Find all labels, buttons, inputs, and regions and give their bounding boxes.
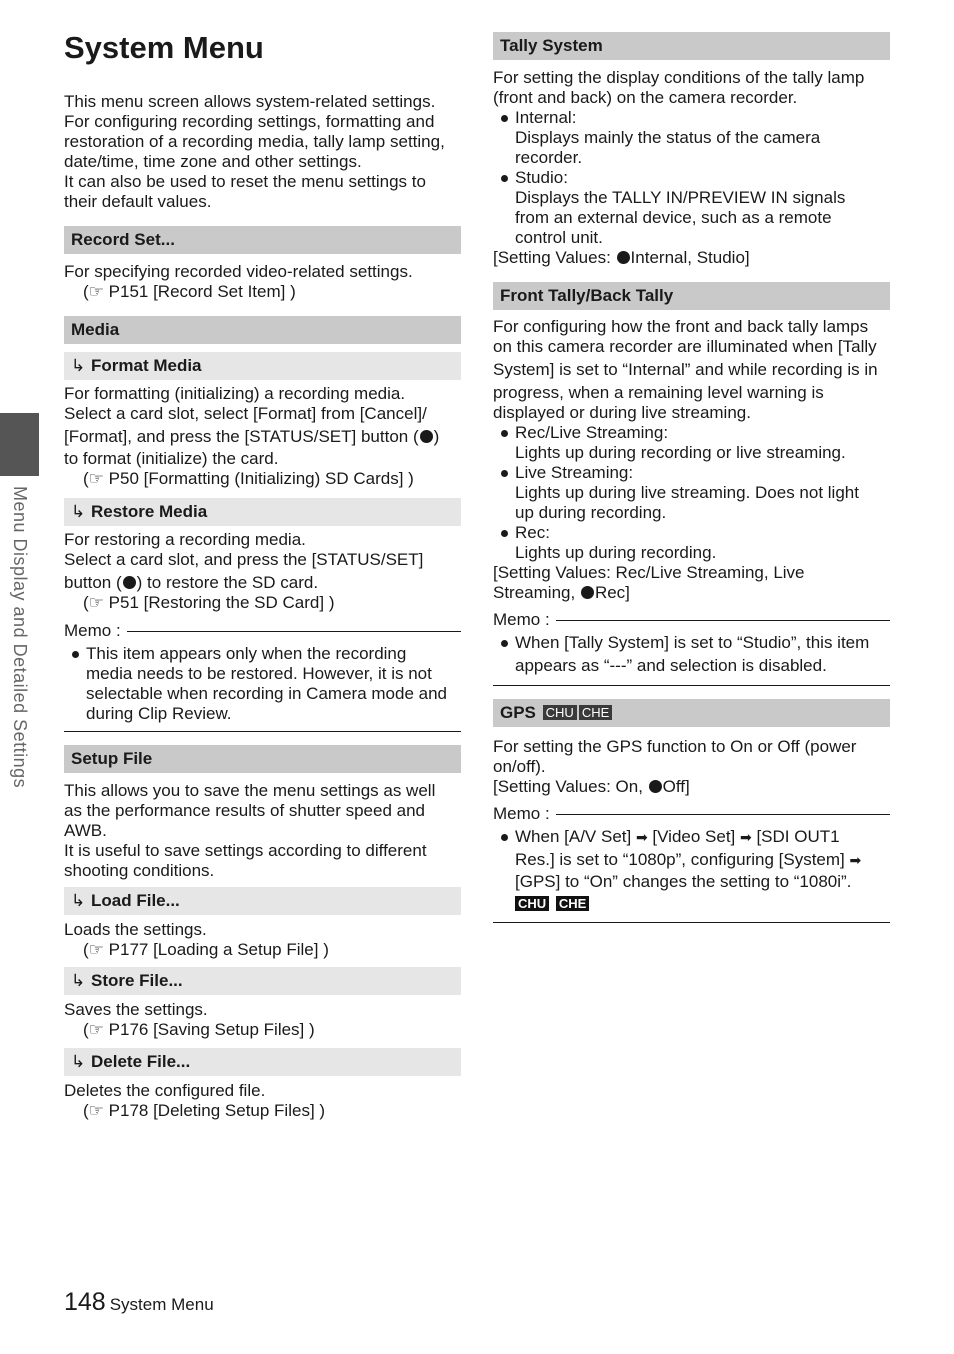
- front-tally-body: For configuring how the front and back tally lamps on this camera recorder are illuminated when [Tally System] is set to “Internal” and while recording is in progress, when a remaining level warning is displayed or during live streaming. Rec/Live Streaming: Lights up during recording or live streaming. Live Streaming: Lights up during live streaming. Does not light up during recording. Rec: Lights up during recording. [Setting Values: Rec/Live Streaming, Live Streaming, Rec]: [493, 317, 890, 603]
- arrow-right-icon: ➡: [740, 829, 752, 845]
- bullet-studio: Studio: Displays the TALLY IN/PREVIEW IN signals from an external device, such as a remote control unit.: [493, 168, 890, 248]
- format-media-ref[interactable]: (☞ P50 [Formatting (Initializing) SD Cards] ): [83, 469, 414, 488]
- memo-header: Memo :: [493, 610, 890, 630]
- memo-divider: [493, 922, 890, 923]
- load-file-ref[interactable]: (☞ P177 [Loading a Setup File] ): [83, 940, 329, 959]
- side-tab-marker: [0, 413, 39, 476]
- sub-arrow-icon: ↳: [71, 1052, 86, 1071]
- section-heading-gps: GPS CHU CHE: [493, 699, 890, 727]
- memo-item: When [Tally System] is set to “Studio”, this item appears as “---” and selection is disabled.: [493, 633, 890, 676]
- store-file-body: Saves the settings. (☞ P176 [Saving Setup Files] ): [64, 1000, 461, 1040]
- sub-arrow-icon: ↳: [71, 502, 86, 521]
- section-heading-tally-system: Tally System: [493, 32, 890, 60]
- load-file-body: Loads the settings. (☞ P177 [Loading a Setup File] ): [64, 920, 461, 960]
- intro-paragraph: This menu screen allows system-related settings. For configuring recording settings, formatting and restoration of a recording media, tally lamp setting, date/time, time zone and other settings. It can also be used to reset the menu settings to their default values.: [64, 92, 445, 211]
- reference-icon: ☞: [88, 1020, 104, 1039]
- memo-header: Memo :: [64, 621, 461, 641]
- memo-header: Memo :: [493, 804, 890, 824]
- default-value-dot-icon: [581, 586, 594, 599]
- subheading-delete-file: ↳ Delete File...: [64, 1048, 461, 1076]
- gps-values: [Setting Values: On, Off]: [493, 777, 690, 796]
- set-button-dot-icon: [420, 430, 433, 443]
- page-number: 148: [64, 1288, 106, 1316]
- section-heading-front-back-tally: Front Tally/Back Tally: [493, 282, 890, 310]
- setup-file-body: This allows you to save the menu settings as well as the performance results of shutter speed and AWB. It is useful to save settings according to different shooting conditions.: [64, 781, 436, 880]
- bullet-rec: Rec: Lights up during recording.: [493, 523, 890, 563]
- page-footer: [64, 1288, 214, 1316]
- subheading-restore-media: ↳ Restore Media: [64, 498, 461, 526]
- gps-body: For setting the GPS function to On or Off (power on/off). [Setting Values: On, Off]: [493, 737, 890, 797]
- section-heading-record-set: Record Set...: [64, 226, 461, 254]
- record-set-ref[interactable]: (☞ P151 [Record Set Item] ): [83, 282, 296, 301]
- section-heading-setup-file: Setup File: [64, 745, 461, 773]
- reference-icon: ☞: [88, 282, 104, 301]
- sub-arrow-icon: ↳: [71, 891, 86, 910]
- page-title: System Menu: [64, 30, 264, 65]
- arrow-right-icon: ➡: [849, 852, 862, 868]
- restore-media-body: For restoring a recording media. Select a card slot, and press the [STATUS/SET] button ( ) to restore the SD card. (☞ P51 [Restoring the SD Card] ): [64, 530, 461, 613]
- sub-arrow-icon: ↳: [71, 971, 86, 990]
- record-set-body: For specifying recorded video-related settings. (☞ P151 [Record Set Item] ): [64, 262, 461, 302]
- format-media-body: For formatting (initializing) a recording media. Select a card slot, select [Format] from [Cancel]/ [Format], and press the [STATUS/SET] button ( ) to format (initialize) the card. (☞ P50 [Formatting (Initializing) SD Cards] ): [64, 384, 461, 489]
- memo-divider: [493, 685, 890, 686]
- bullet-rec-live-streaming: Rec/Live Streaming: Lights up during recording or live streaming.: [493, 423, 890, 463]
- section-heading-media: Media: [64, 316, 461, 344]
- default-value-dot-icon: [649, 780, 662, 793]
- subheading-format-media: ↳ Format Media: [64, 352, 461, 380]
- model-badge-chu: CHU: [515, 896, 549, 911]
- reference-icon: ☞: [88, 940, 104, 959]
- set-button-dot-icon: [123, 576, 136, 589]
- bullet-live-streaming: Live Streaming: Lights up during live streaming. Does not light up during recording.: [493, 463, 890, 523]
- arrow-right-icon: ➡: [635, 829, 648, 845]
- side-chapter-label: Menu Display and Detailed Settings: [10, 486, 30, 789]
- model-badge-chu: CHU: [543, 705, 577, 720]
- subheading-store-file: ↳ Store File...: [64, 967, 461, 995]
- memo-divider: [64, 731, 461, 732]
- store-file-ref[interactable]: (☞ P176 [Saving Setup Files] ): [83, 1020, 315, 1039]
- reference-icon: ☞: [88, 1101, 104, 1120]
- reference-icon: ☞: [88, 469, 104, 488]
- bullet-internal: Internal: Displays mainly the status of the camera recorder.: [493, 108, 890, 168]
- restore-media-ref[interactable]: (☞ P51 [Restoring the SD Card] ): [83, 593, 335, 612]
- default-value-dot-icon: [617, 251, 630, 264]
- delete-file-body: Deletes the configured file. (☞ P178 [Deleting Setup Files] ): [64, 1081, 461, 1121]
- model-badge-che: CHE: [556, 896, 589, 911]
- sub-arrow-icon: ↳: [71, 356, 86, 375]
- model-badge-che: CHE: [579, 705, 612, 720]
- reference-icon: ☞: [88, 593, 104, 612]
- tally-system-body: For setting the display conditions of the tally lamp (front and back) on the camera recorder. Internal: Displays mainly the status of the camera recorder. Studio: Displays the TALLY IN/PREVIEW IN signals from an external device, such as a remote control unit. [Setting Values: Internal, Studio]: [493, 68, 890, 268]
- footer-label: System Menu: [109, 1295, 214, 1314]
- memo-item: This item appears only when the recording media needs to be restored. However, it is not selectable when recording in Camera mode and during Clip Review.: [64, 644, 461, 724]
- front-tally-values: Streaming, Rec]: [493, 583, 630, 602]
- delete-file-ref[interactable]: (☞ P178 [Deleting Setup Files] ): [83, 1101, 326, 1120]
- tally-system-values: [Setting Values: Internal, Studio]: [493, 248, 750, 267]
- memo-item: When [A/V Set] ➡ [Video Set] ➡ [SDI OUT1 Res.] is set to “1080p”, configuring [System] ➡ [GPS] to “On” changes the setting to “1080i”. CHU CHE: [493, 827, 890, 914]
- subheading-load-file: ↳ Load File...: [64, 887, 461, 915]
